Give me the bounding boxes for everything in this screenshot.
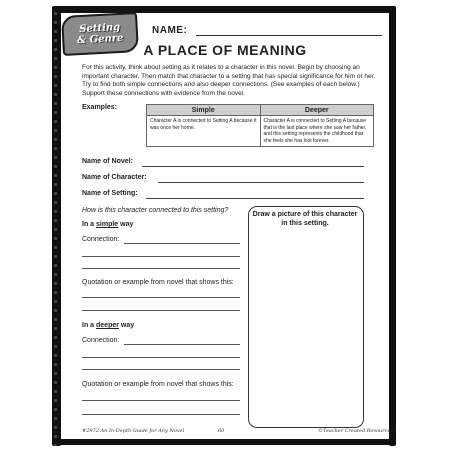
name-label: NAME: [152,25,188,36]
character-field[interactable] [158,182,364,183]
setting-label: Name of Setting: [82,190,138,197]
page-border-top [56,6,396,13]
name-field[interactable] [196,35,382,36]
examples-header-simple: Simple [147,105,261,116]
examples-cell-simple: Character A is connected to Setting A because it was once her home. [147,116,261,147]
simple-connection-line-1[interactable] [124,243,240,244]
examples-table [146,104,374,147]
simple-quotation-label: Quotation or example from novel that shows this: [82,279,234,286]
deeper-connection-line-3[interactable] [82,369,240,370]
deeper-quotation-label: Quotation or example from novel that shows this: [82,381,234,388]
simple-connection-line-3[interactable] [82,268,240,269]
simple-quotation-line-2[interactable] [82,310,240,311]
deeper-quotation-line-1[interactable] [82,400,240,401]
footer-book-title: #2972 An In-Depth Guide for Any Novel [82,428,185,434]
examples-label: Examples: [82,104,118,111]
deeper-connection-label: Connection: [82,337,120,344]
setting-field[interactable] [146,198,364,199]
deeper-way-heading: In a deeper way [82,322,135,329]
examples-header-deeper: Deeper [260,105,374,116]
drawing-box[interactable] [248,206,364,428]
connection-question: How is this character connected to this setting? [82,207,229,214]
page-border-right [389,6,396,446]
examples-cell-deeper: Character A is connected to Setting A because that is the last place where she saw her father, and this setting represents the childhood that she feels she has lost forever. [260,116,374,147]
simple-way-heading: In a simple way [82,221,134,228]
character-label: Name of Character: [82,174,147,181]
page-border-left [52,6,61,446]
footer-page-number: 60 [218,428,225,434]
footer-publisher: ©Teacher Created Resources [318,428,393,434]
deeper-quotation-line-2[interactable] [82,414,240,415]
page-border-bottom [56,439,396,445]
intro-paragraph: For this activity, think about setting as it relates to a character in this novel. Begin by choosing an important character. Then match that character to a setting that has special significance for him or her. Try to find both simple connections and also deeper connections. (See examples of each below.) Support these connections with evidence from the novel. [82,64,376,97]
page-title: A PLACE OF MEANING [143,42,307,58]
badge-line-2: & Genre [76,32,124,47]
badge-line-1: Setting [78,21,121,36]
simple-quotation-line-1[interactable] [82,297,240,298]
simple-connection-line-2[interactable] [82,256,240,257]
novel-field[interactable] [142,166,364,167]
novel-label: Name of Novel: [82,158,133,165]
simple-connection-label: Connection: [82,236,120,243]
deeper-connection-line-1[interactable] [124,344,240,345]
drawing-instructions: Draw a picture of this character in this setting. [252,211,358,227]
deeper-connection-line-2[interactable] [82,357,240,358]
